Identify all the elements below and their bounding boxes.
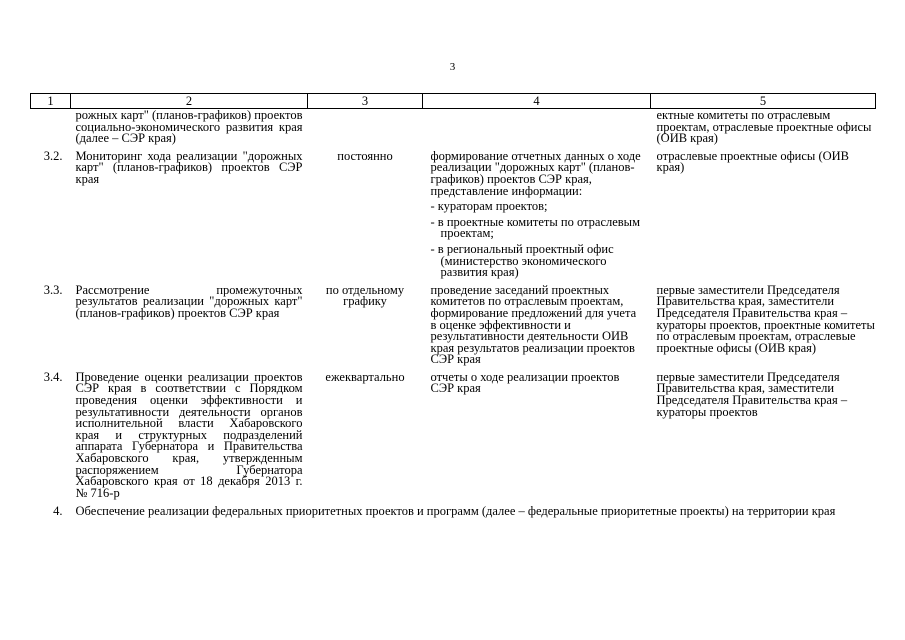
measures-table — [30, 93, 876, 518]
measure-responsible: первые заместители Председателя Правительства края, заместители Председателя Правительства края – кураторы проектов — [656, 369, 848, 419]
measure-responsible: первые заместители Председателя Правительства края, заместители Председателя Правительства края – кураторы проектов, проектные комитеты по отраслевым проектам, отраслевые проектные офисы (ОИВ края) — [656, 282, 875, 355]
table-row — [31, 279, 876, 366]
table-row — [31, 145, 876, 279]
row-number: 3.2. — [43, 148, 63, 163]
measure-term: ежеквартально — [325, 369, 405, 384]
measure-result — [423, 145, 651, 279]
measure-name: рожных карт" (планов-графиков) проектов социально-экономического развития края (далее – СЭР края) — [75, 108, 303, 146]
result-intro: формирование отчетных данных о ходе реализации "дорожных карт" (планов-графиков) проектов СЭР края, представление информации: — [430, 148, 641, 198]
row-number: 3.4. — [43, 369, 63, 384]
column-header: 5 — [651, 94, 876, 109]
measure-responsible: ектные комитеты по отраслевым проектам, отраслевые проектные офисы (ОИВ края) — [656, 108, 872, 146]
measure-name: Рассмотрение промежуточных результатов реализации "дорожных карт" (планов-графиков) проектов СЭР края — [75, 282, 303, 320]
row-number: 3.3. — [43, 282, 63, 297]
row-number — [31, 109, 71, 145]
column-header: 4 — [423, 94, 651, 109]
measure-result: отчеты о ходе реализации проектов СЭР края — [430, 369, 620, 396]
result-bullet: - в проектные комитеты по отраслевым проектам; — [430, 214, 640, 241]
column-header: 1 — [31, 94, 71, 109]
section-number: 4. — [53, 504, 63, 519]
measure-result: проведение заседаний проектных комитетов по отраслевым проектам, формирование предложений для учета в оценке эффективности и результативности деятельности ОИВ края результатов реализации проектов СЭР края — [430, 282, 637, 367]
section-title: Обеспечение реализации федеральных приоритетных проектов и программ (далее – федеральные приоритетные проекты) на территории края — [75, 504, 836, 519]
measure-term: по отдельному графику — [325, 282, 405, 309]
measure-term: постоянно — [337, 148, 393, 163]
measure-name: Мониторинг хода реализации "дорожных карт" (планов-графиков) проектов СЭР края — [75, 148, 303, 186]
measure-responsible: отраслевые проектные офисы (ОИВ края) — [656, 148, 849, 175]
result-bullet: - в региональный проектный офис (министерство экономического развития края) — [430, 241, 614, 280]
measure-term — [308, 109, 423, 145]
result-bullet: - кураторам проектов; — [430, 199, 548, 214]
measure-name: Проведение оценки реализации проектов СЭР края в соответствии с Порядком проведения оценки эффективности и результативности деятельности органов исполнительной власти Хабаровского края и структурных подразделений аппарата Губернатора и Правительства Хабаровского края, утвержденным распоряжением Губернатора Хабаровского края от 18 декабря 2013 г. № 716-р — [75, 369, 303, 500]
continuation-row — [31, 109, 876, 145]
table-row — [31, 366, 876, 500]
page-number: 3 — [449, 61, 456, 73]
table-header-row — [31, 94, 876, 109]
column-header: 2 — [71, 94, 308, 109]
column-header: 3 — [308, 94, 423, 109]
measure-result — [423, 109, 651, 145]
section-row — [31, 499, 876, 518]
